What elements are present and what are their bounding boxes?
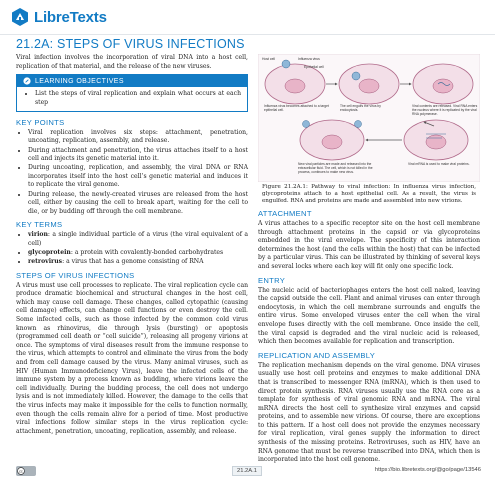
cell-step-5 (404, 120, 468, 160)
label-step-4: New viral particles are made and released into the extracellular fluid. The cell, which is not killed in the process, continues to make new virus. (298, 162, 373, 174)
label-epithelial-cell: Epithelial cell (304, 65, 324, 69)
replication-paragraph: The replication mechanism depends on the viral genome. DNA viruses usually use host cell proteins and enzymes to make additional DNA that is transcribed to messenger RNA (mRNA), which is then used to direct protein synthesis. RNA viruses usually use the RNA core as a template for synthesis of viral genomic RNA and mRNA. The viral mRNA directs the host cell to synthesize viral enzymes and capsid proteins, and to assemble new virions. Of course, there are exceptions to this pattern. If a host cell does not provide the enzymes necessary for viral replication, viral genes supply the information to direct synthesis of the missing proteins. Retroviruses, such as HIV, have an RNA genome that must be reverse transcribed into DNA, which then is incorporated into the host cell genome. (258, 361, 480, 464)
term-retrovirus: retrovirus (28, 258, 63, 266)
key-terms-heading: KEY TERMS (16, 220, 63, 230)
libretexts-logo[interactable] (10, 7, 107, 27)
figure-illustration (258, 54, 480, 182)
cell-step-2 (339, 64, 399, 104)
viral-infection-figure (258, 54, 480, 182)
learning-objectives-heading: LEARNING OBJECTIVES (35, 77, 124, 85)
key-point-item: • During release, the newly-created viruses are released from the host cell, either by causing the cell to break apart, waiting for the cell to die, or by budding off through the cell membrane. (28, 191, 248, 217)
key-points-list (16, 129, 248, 216)
key-point-item: • During attachment and penetration, the virus attaches itself to a host cell and injects its genetic material into it. (28, 147, 248, 164)
license-badge-text: cc (19, 469, 23, 474)
learning-objectives-box (16, 74, 248, 112)
objectives-list (23, 90, 241, 107)
label-step-1: Influenza virus becomes attached to a target epithelial cell. (264, 104, 329, 112)
term-virion: virion (28, 231, 48, 239)
right-column (258, 54, 480, 468)
key-point-item: • During uncoating, replication, and assembly, the viral DNA or RNA incorporates itself into the host cell’s genetic material and induces it to replicate the viral genome. (28, 164, 248, 190)
page-number: 21.2A.1 (232, 466, 262, 476)
site-header (0, 0, 495, 35)
term-definition: : a virus that has a genome consisting of RNA (62, 258, 204, 266)
key-point-item: • Viral replication involves six steps: attachment, penetration, uncoating, replication, assembly, and release. (28, 129, 248, 146)
left-column (16, 54, 248, 439)
page-url-link[interactable]: https://bio.libretexts.org/@go/page/13546 (374, 467, 481, 473)
entry-paragraph: The nucleic acid of bacteriophages enters the host cell naked, leaving the capsid outside the cell. Plant and animal viruses can enter through endocytosis, in which the cell membrane surrounds and engulfs the entire virus. Some enveloped viruses enter the cell when the viral envelope fuses directly with the cell membrane. Once inside the cell, the viral capsid is degraded and the viral nucleic acid is released, which then becomes available for replication and transcription. (258, 286, 480, 346)
entry-heading: ENTRY (258, 275, 286, 285)
creative-commons-icon (16, 466, 36, 476)
pencil-icon (23, 77, 31, 85)
intro-paragraph: Viral infection involves the incorporation of viral DNA into a host cell, replication of that material, and the release of the new viruses. (16, 54, 248, 70)
label-step-3: Viral contents are released. Viral RNA enters the nucleus where it is replicated by the viral RNA polymerase. (412, 104, 478, 116)
term-definition: : a single individual particle of a virus (the viral equivalent of a cell) (28, 231, 248, 247)
figure-caption: Figure 21.2A.1: Pathway to viral infection: In influenza virus infection, glycoproteins attach to a host epithelial cell. As a result, the virus is engulfed. RNA and proteins are made and assembled into new virions. (262, 184, 476, 204)
key-term-item (28, 258, 248, 267)
learning-objectives-header (17, 75, 247, 87)
logo-text: LibreTexts (34, 8, 107, 26)
attachment-heading: ATTACHMENT (258, 209, 312, 218)
replication-heading: REPLICATION AND ASSEMBLY (258, 350, 376, 360)
key-term-item (28, 231, 248, 248)
libretexts-logo-icon (10, 7, 30, 27)
cell-step-3 (413, 64, 473, 104)
term-definition: : a protein with covalently-bonded carbohydrates (70, 249, 224, 256)
label-influenza-virus: Influenza virus (298, 57, 320, 61)
cell-step-4 (300, 120, 364, 160)
objective-item: • List the steps of viral replication and explain what occurs at each step (35, 90, 241, 107)
key-points-heading: KEY POINTS (16, 117, 65, 127)
steps-paragraph: A virus must use cell processes to replicate. The viral replication cycle can produce dramatic biochemical and structural changes in the host cell, which may cause cell damage. These changes, called cytopathic (causing cell damage) effects, can change cell functions or even destroy the cell. Some infected cells, such as those infected by the common cold virus known as rhinovirus, die through lysis (bursting) or apoptosis (programmed cell death or “cell suicide”), releasing all progeny virions at once. The symptoms of viral diseases result from the immune response to the virus, which attempts to control and eliminate the virus from the body and from cell damage caused by the virus. Many animal viruses, such as HIV (Human Immunodeficiency Virus), leave the infected cells of the immune system by a process known as budding, where virions leave the cell individually. During the budding process, the cell does not undergo lysis and is not immediately killed. However, the damage to the cells that the virus infects may make it impossible for the cells to function normally, even though the cells remain alive for a period of time. Most productive viral infections follow similar steps in the virus replication cycle: attachment, penetration, uncoating, replication, assembly, and release. (16, 281, 248, 435)
key-term-item (28, 249, 248, 258)
label-step-2: The cell engulfs the virus by endocytosis. (340, 104, 381, 112)
label-host-cell: Host cell (262, 57, 276, 61)
term-glycoprotein: glycoprotein (28, 249, 71, 256)
label-step-5: Viral mRNA is used to make viral proteins. (408, 162, 470, 166)
attachment-paragraph: A virus attaches to a specific receptor site on the host cell membrane through attachment proteins in the capsid or via glycoproteins embedded in the viral envelope. The specificity of this interaction determines the host (and the cells within the host) that can be infected by a particular virus. This can be illustrated by thinking of several keys and several locks where each key will fit only one specific lock. (258, 220, 480, 270)
steps-heading: STEPS OF VIRUS INFECTIONS (16, 270, 135, 280)
key-terms-list (16, 231, 248, 266)
page-title: 21.2A: STEPS OF VIRUS INFECTIONS (16, 37, 245, 51)
page-footer (0, 466, 495, 478)
